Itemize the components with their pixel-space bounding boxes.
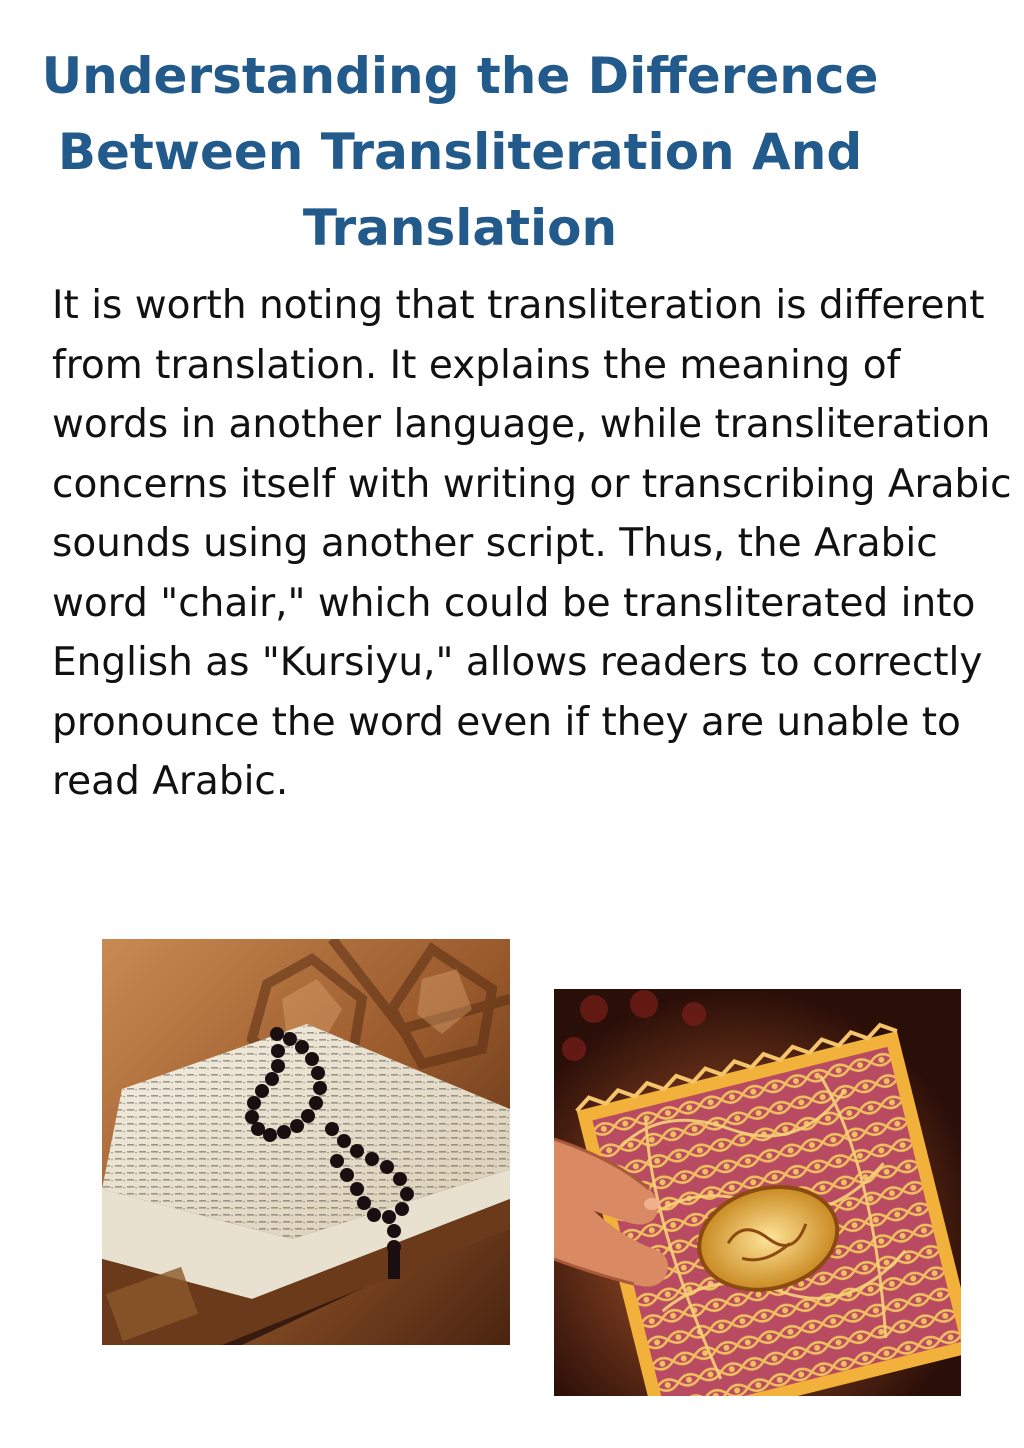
body-paragraph xyxy=(52,276,1012,812)
page-title xyxy=(40,38,880,266)
ornate-quran-cover-photo xyxy=(554,989,961,1396)
body-line: from translation. It explains the meaning of xyxy=(52,342,901,388)
body-line: English as "Kursiyu," allows readers to correctly xyxy=(52,640,983,685)
body-line: It is worth noting that transliteration is different xyxy=(52,283,985,328)
title-line: Understanding the Difference xyxy=(41,47,879,105)
body-line: concerns itself with writing or transcribing Arabic xyxy=(52,461,1012,507)
body-line: read Arabic. xyxy=(52,759,289,804)
title-line: Translation xyxy=(302,199,618,257)
body-line: word "chair," which could be transliterated into xyxy=(52,580,976,626)
body-line: pronounce the word even if they are unable to xyxy=(52,699,961,745)
body-line: words in another language, while transliteration xyxy=(52,402,991,447)
title-line: Between Transliteration And xyxy=(57,123,863,181)
quran-with-prayer-beads-photo xyxy=(102,939,510,1345)
body-line: sounds using another script. Thus, the Arabic xyxy=(52,521,938,566)
